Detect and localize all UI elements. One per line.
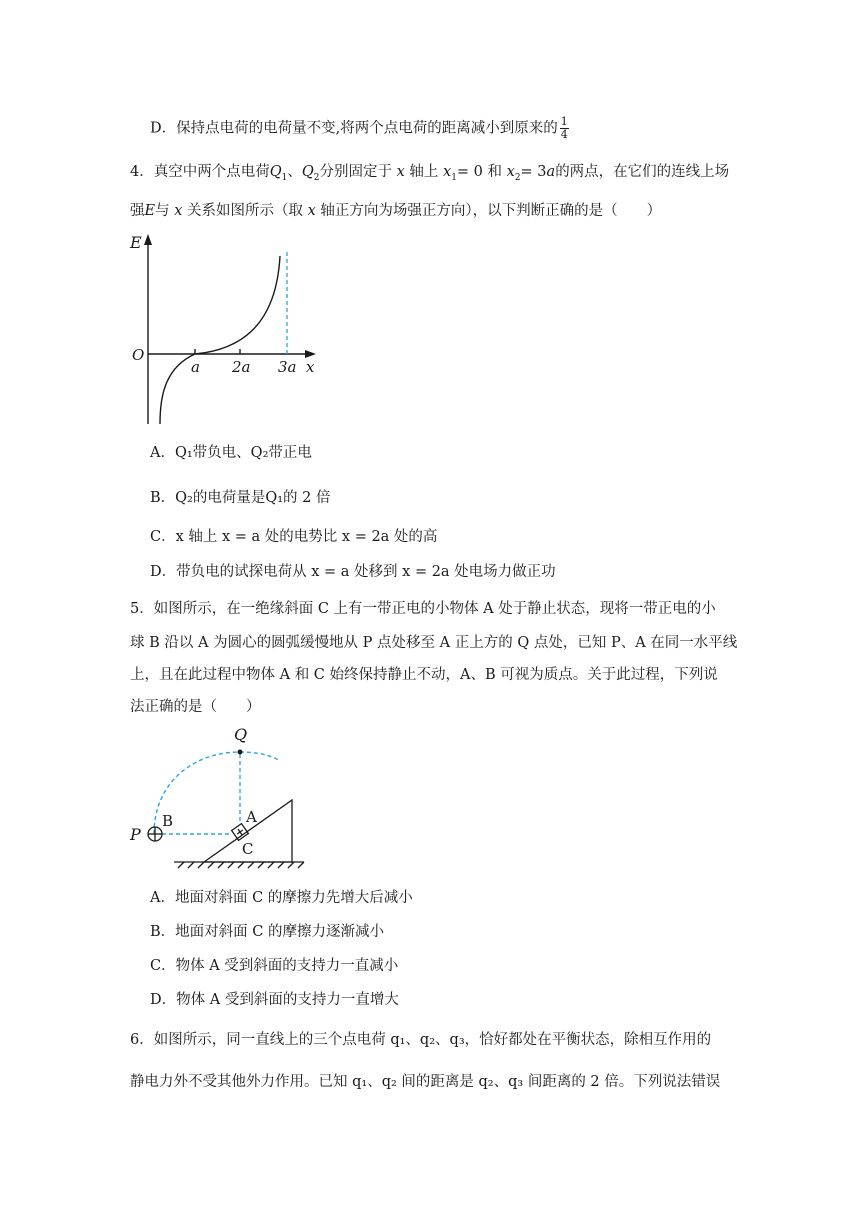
origin-label: O bbox=[132, 346, 145, 364]
option-label: A． bbox=[150, 445, 175, 461]
option-text: 地面对斜面 C 的摩擦力先增大后减小 bbox=[174, 890, 413, 906]
option-text: Q₁带负电、Q₂带正电 bbox=[174, 445, 312, 461]
q6-stem-line2: 静电力外不受其他外力作用。已知 q₁、q₂ 间的距离是 q₂、q₃ 间距离的 2 倍。下列说法错误 bbox=[130, 1074, 721, 1090]
q4-option-c bbox=[150, 527, 437, 547]
y-axis-label: E bbox=[130, 233, 142, 252]
q4-stem-line1: 4．真空中两个点电荷$Q_1$、$Q_2$分别固定于 x 轴上 $x_1= 0$ 和 $x_2= 3a$的两点，在它们的连线上场 bbox=[130, 164, 730, 183]
label-q: Q bbox=[234, 725, 248, 744]
tick-label-3a: 3a bbox=[278, 358, 297, 376]
fraction: $\frac{1}{4}$ bbox=[560, 115, 568, 141]
label-c: C bbox=[242, 840, 254, 858]
option-text: 地面对斜面 C 的摩擦力逐渐减小 bbox=[175, 924, 384, 940]
q5-stem-line4: 法正确的是（ ） bbox=[130, 699, 261, 715]
label-a: A bbox=[246, 808, 257, 826]
q3-option-d bbox=[150, 116, 569, 141]
q6-stem-line1: 6．如图所示，同一直线上的三个点电荷 q₁、q₂、q₃，恰好都处在平衡状态，除相互作用的 bbox=[130, 1032, 712, 1048]
q4-option-a bbox=[150, 443, 312, 463]
q4-field-graph bbox=[128, 228, 328, 428]
option-label: C． bbox=[150, 529, 176, 545]
label-b: B bbox=[162, 812, 174, 830]
q4-stem-line2: 强E与 x 关系如图所示（取 x 轴正方向为场强正方向），以下判断正确的是（ ） bbox=[130, 203, 662, 219]
option-text: 带负电的试探电荷从 x = a 处移到 x = 2a 处电场力做正功 bbox=[176, 564, 556, 580]
y-axis-arrow bbox=[144, 234, 152, 245]
question-number: 4． bbox=[130, 164, 154, 180]
option-text: 保持点电荷的电荷量不变,将两个点电荷的距离减小到原来的 bbox=[176, 120, 558, 137]
question-number: 6． bbox=[130, 1032, 154, 1048]
option-label: B． bbox=[150, 490, 176, 506]
option-label: A． bbox=[150, 890, 175, 906]
q5-option-b bbox=[150, 922, 384, 942]
q4-option-d bbox=[150, 562, 556, 582]
tick-label-a: a bbox=[191, 358, 200, 376]
option-text: 物体 A 受到斜面的支持力一直减小 bbox=[175, 958, 399, 974]
option-label: D． bbox=[150, 992, 177, 1008]
question-number: 5． bbox=[130, 601, 154, 617]
q5-stem-line1: 5．如图所示，在一绝缘斜面 C 上有一带正电的小物体 A 处于静止状态，现将一带正电的小 bbox=[130, 601, 716, 617]
option-label: D． bbox=[150, 120, 177, 137]
q5-option-d bbox=[150, 990, 399, 1010]
q4-option-b bbox=[150, 488, 331, 508]
option-text: x 轴上 x = a 处的电势比 x = 2a 处的高 bbox=[175, 529, 438, 545]
q5-option-c bbox=[150, 956, 398, 976]
q5-stem-line2: 球 B 沿以 A 为圆心的圆弧缓慢地从 P 点处移至 A 正上方的 Q 点处，已知 P、A 在同一水平线 bbox=[130, 635, 738, 651]
field-curve-right bbox=[195, 256, 280, 354]
option-text: 物体 A 受到斜面的支持力一直增大 bbox=[176, 992, 399, 1008]
tick-label-2a: 2a bbox=[232, 358, 251, 376]
option-label: B． bbox=[150, 924, 176, 940]
x-axis-arrow bbox=[305, 350, 316, 358]
field-curve-left bbox=[160, 354, 195, 424]
option-text: Q₂的电荷量是Q₁的 2 倍 bbox=[175, 490, 331, 506]
q5-incline-figure bbox=[128, 722, 328, 872]
option-label: D． bbox=[150, 564, 177, 580]
q5-stem-line3: 上，且在此过程中物体 A 和 C 始终保持静止不动，A、B 可视为质点。关于此过程，下列说 bbox=[130, 667, 718, 683]
x-axis-label: x bbox=[306, 358, 315, 376]
ground-hatch bbox=[178, 862, 304, 868]
point-q bbox=[238, 750, 243, 755]
q5-option-a bbox=[150, 888, 413, 908]
label-p: P bbox=[130, 825, 141, 844]
option-label: C． bbox=[150, 958, 176, 974]
